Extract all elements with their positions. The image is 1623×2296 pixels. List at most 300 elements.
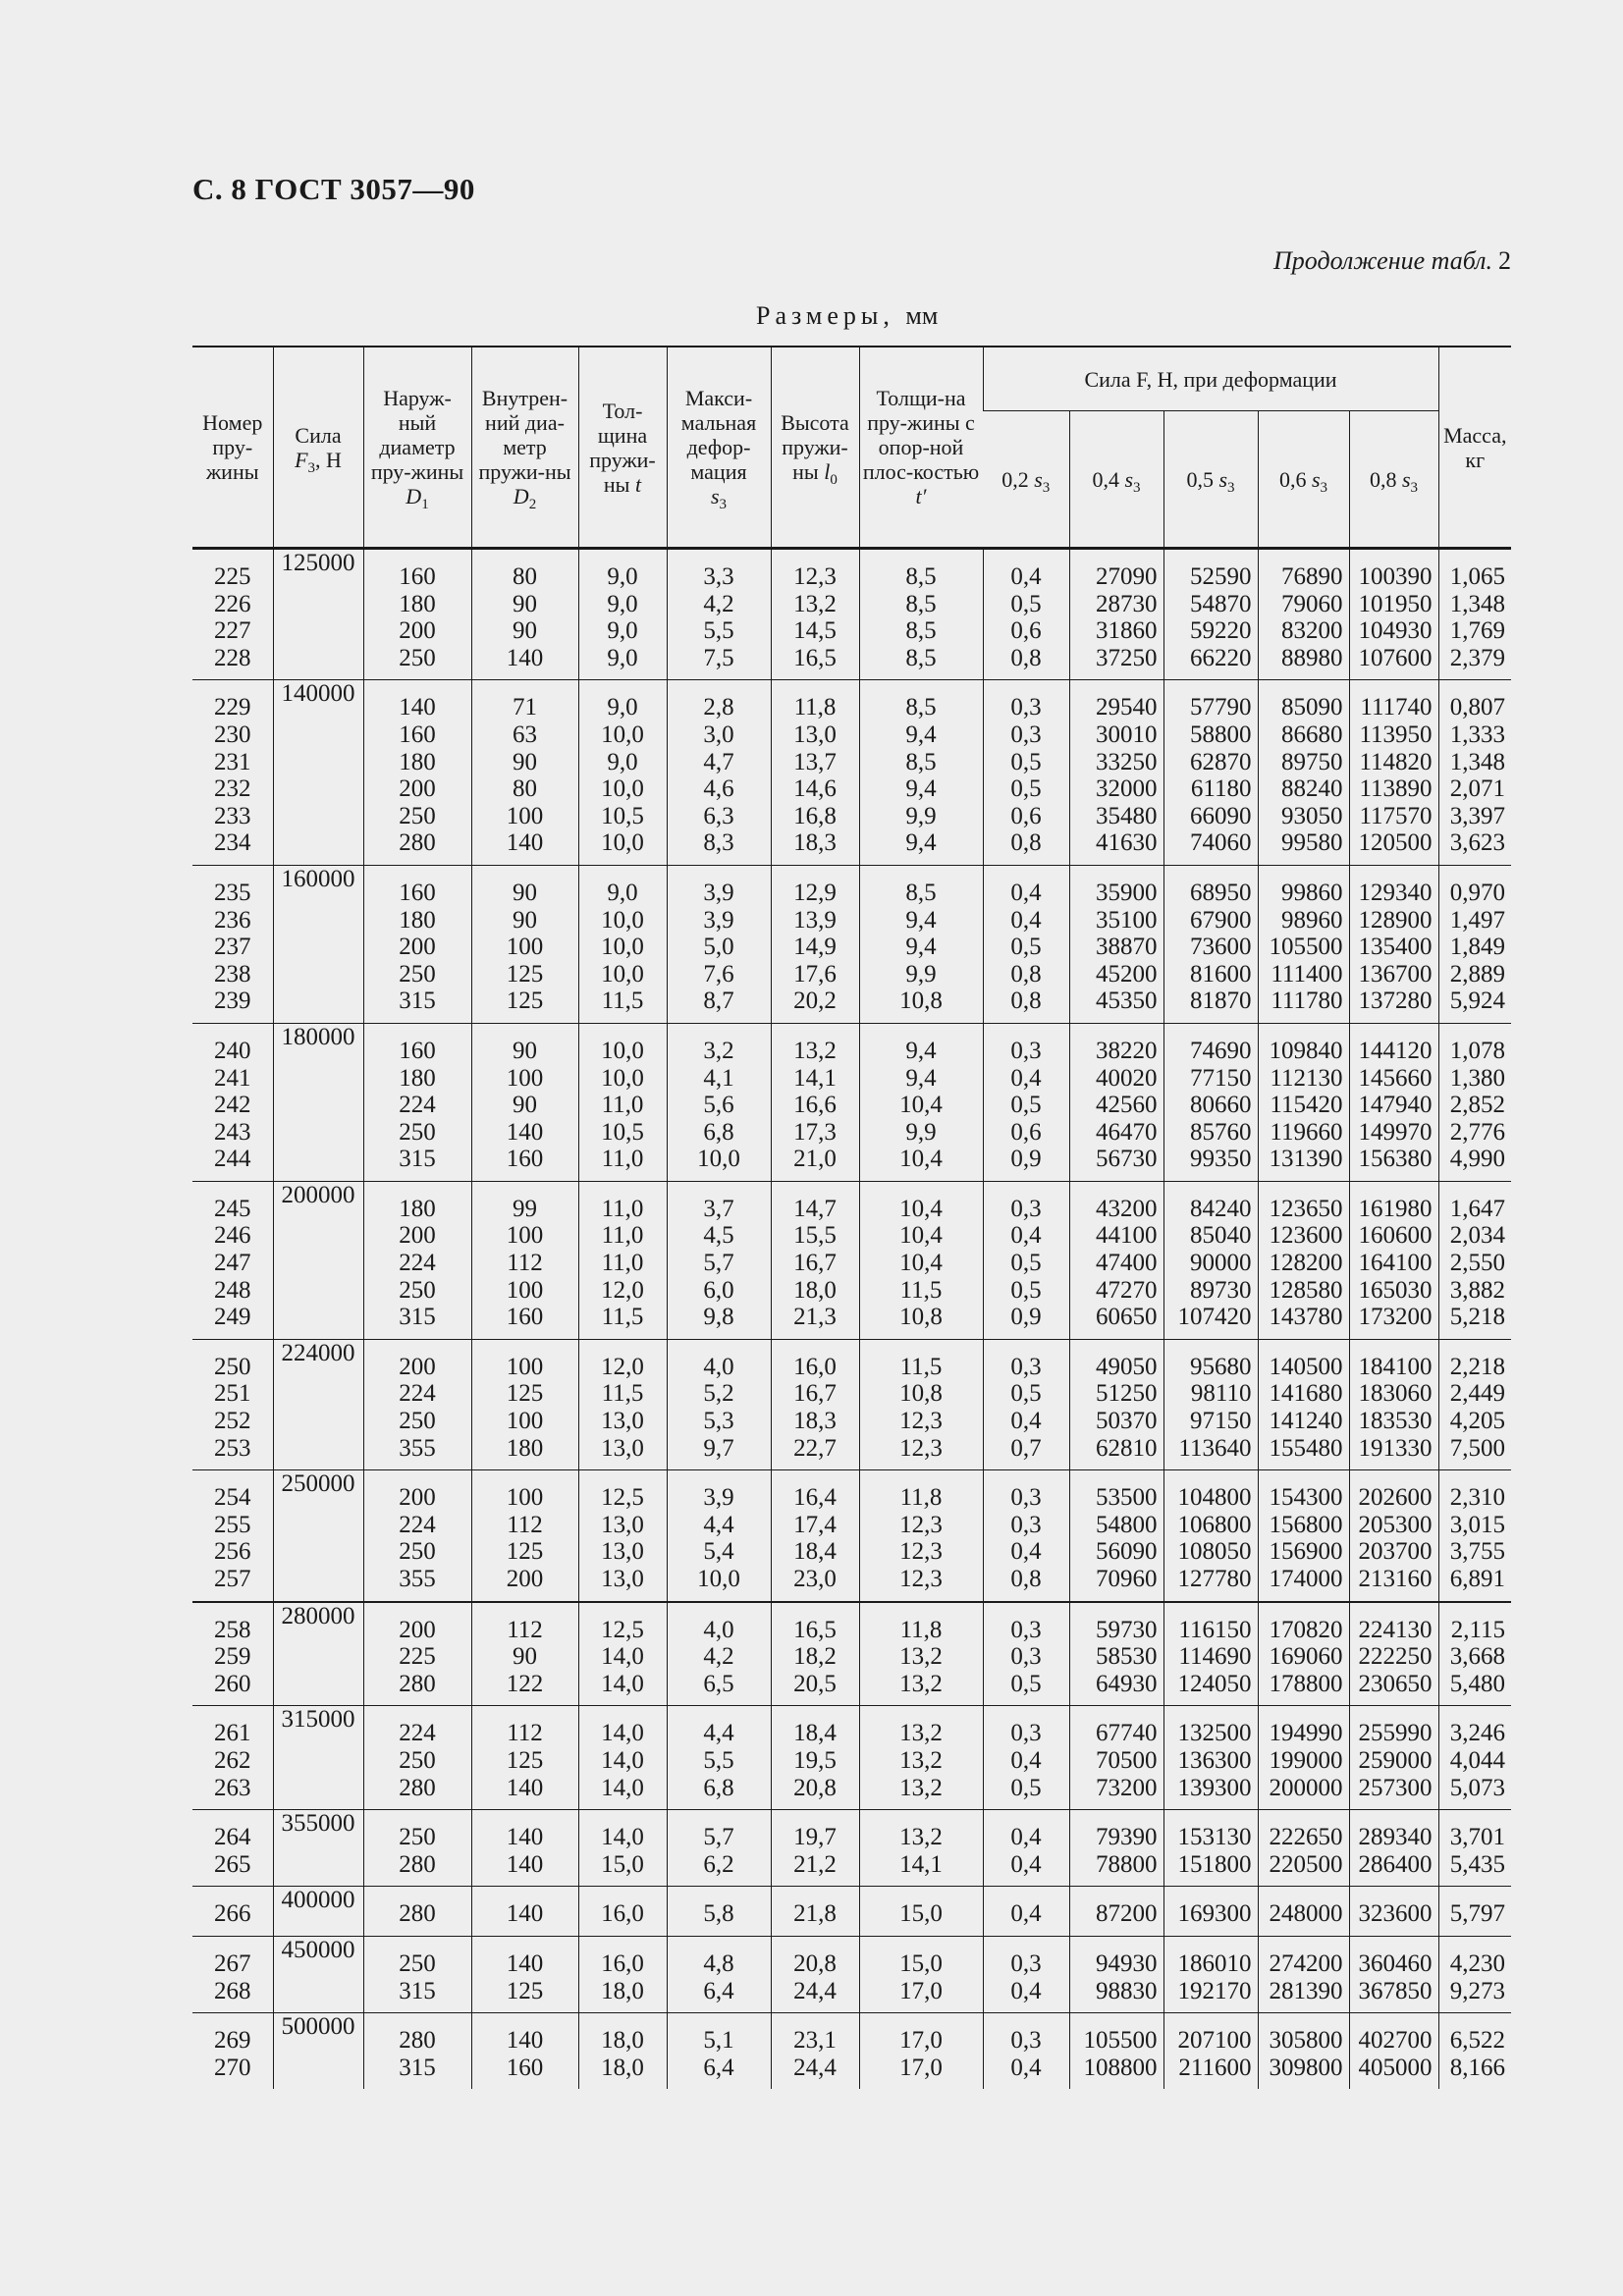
cell-value: 286400 bbox=[1358, 1850, 1433, 1878]
cell-value: 3,0 bbox=[703, 721, 734, 748]
cell-value: 132500 bbox=[1177, 1720, 1252, 1747]
cell-force-04 bbox=[1069, 1339, 1163, 1469]
cell-value: 140 bbox=[506, 1118, 544, 1146]
cell-force-02 bbox=[983, 1181, 1069, 1339]
cell-value: 125 bbox=[506, 1746, 544, 1774]
cell-value: 104930 bbox=[1358, 617, 1433, 645]
cell-value: 9,4 bbox=[905, 721, 937, 748]
cell-height bbox=[771, 1810, 859, 1887]
cell-mass bbox=[1438, 1602, 1511, 1706]
cell-value: 29540 bbox=[1096, 694, 1158, 721]
cell-height bbox=[771, 1181, 859, 1339]
cell-value: 10,4 bbox=[899, 1146, 943, 1173]
cell-value: 99 bbox=[513, 1195, 537, 1222]
cell-force-08 bbox=[1349, 1181, 1438, 1339]
cell-value: 11,5 bbox=[899, 1276, 943, 1304]
cell-value: 88980 bbox=[1281, 644, 1343, 671]
cell-value: 85040 bbox=[1190, 1222, 1252, 1250]
cell-value: 81870 bbox=[1190, 988, 1252, 1015]
cell-value: 57790 bbox=[1190, 694, 1252, 721]
cell-value: 200 bbox=[399, 775, 436, 803]
cell-value: 147940 bbox=[1358, 1092, 1433, 1119]
cell-value: 6,522 bbox=[1449, 2027, 1506, 2055]
cell-value: 243 bbox=[214, 1118, 251, 1146]
cell-value: 259000 bbox=[1358, 1746, 1433, 1774]
cell-value: 77150 bbox=[1190, 1064, 1252, 1092]
cell-value: 13,0 bbox=[601, 1511, 644, 1538]
cell-value: 20,8 bbox=[793, 1949, 837, 1977]
cell-value: 9,9 bbox=[905, 960, 937, 988]
cell-value: 8,5 bbox=[905, 879, 937, 906]
cell-value: 12,5 bbox=[601, 1484, 644, 1512]
cell-value: 235 bbox=[214, 879, 251, 906]
cell-value: 11,8 bbox=[899, 1484, 943, 1512]
cell-value: 64930 bbox=[1096, 1670, 1158, 1697]
cell-thickness bbox=[578, 1936, 667, 2012]
cell-value: 6,5 bbox=[703, 1670, 734, 1697]
table-row bbox=[192, 680, 1511, 866]
cell-value: 0,3 bbox=[1010, 1511, 1042, 1538]
cell-value: 8,5 bbox=[905, 748, 937, 775]
cell-value: 42560 bbox=[1096, 1092, 1158, 1119]
cell-value: 105500 bbox=[1083, 2027, 1158, 2055]
cell-value: 250 bbox=[399, 1408, 436, 1435]
cell-spring-number bbox=[192, 1181, 273, 1339]
cell-value: 9,0 bbox=[607, 644, 638, 671]
cell-inner-diameter bbox=[471, 1887, 578, 1937]
cell-value: 68950 bbox=[1190, 879, 1252, 906]
cell-value: 161980 bbox=[1358, 1195, 1433, 1222]
cell-value: 100 bbox=[506, 1064, 544, 1092]
cell-value: 0,8 bbox=[1010, 644, 1042, 671]
cell-value: 74690 bbox=[1190, 1037, 1252, 1064]
cell-mass bbox=[1438, 1470, 1511, 1602]
cell-value: 202600 bbox=[1358, 1484, 1433, 1512]
cell-value: 107600 bbox=[1358, 644, 1433, 671]
spring-table bbox=[192, 346, 1511, 2089]
cell-value: 281390 bbox=[1269, 1977, 1343, 2004]
cell-value: 35900 bbox=[1096, 879, 1158, 906]
cell-value: 160 bbox=[399, 563, 436, 590]
cell-value: 40020 bbox=[1096, 1064, 1158, 1092]
cell-force-06 bbox=[1258, 1936, 1349, 2012]
cell-mass bbox=[1438, 680, 1511, 866]
cell-value: 60650 bbox=[1096, 1304, 1158, 1331]
cell-force-f3: 315000 bbox=[273, 1706, 363, 1810]
continuation-text: Продолжение табл. bbox=[1273, 246, 1492, 275]
cell-value: 86680 bbox=[1281, 721, 1343, 748]
cell-value: 405000 bbox=[1358, 2054, 1433, 2081]
cell-height bbox=[771, 1887, 859, 1937]
cell-value: 18,2 bbox=[793, 1643, 837, 1671]
cell-value: 10,0 bbox=[697, 1146, 740, 1173]
cell-value: 200 bbox=[399, 1353, 436, 1380]
cell-value: 10,0 bbox=[601, 1037, 644, 1064]
cell-value: 8,5 bbox=[905, 644, 937, 671]
cell-thickness bbox=[578, 1887, 667, 1937]
cell-plane-thickness bbox=[859, 1181, 983, 1339]
cell-value: 5,073 bbox=[1449, 1774, 1506, 1801]
col-header-def-02: 0,2 $s_3$ bbox=[983, 411, 1069, 549]
cell-value: 178800 bbox=[1269, 1670, 1343, 1697]
cell-value: 155480 bbox=[1269, 1434, 1343, 1462]
cell-value: 100 bbox=[506, 934, 544, 961]
cell-thickness bbox=[578, 1023, 667, 1181]
cell-value: 3,2 bbox=[703, 1037, 734, 1064]
cell-thickness bbox=[578, 1339, 667, 1469]
cell-value: 17,0 bbox=[899, 2027, 943, 2055]
cell-value: 14,0 bbox=[601, 1824, 644, 1851]
cell-value: 18,0 bbox=[601, 1977, 644, 2004]
cell-value: 144120 bbox=[1358, 1037, 1433, 1064]
cell-value: 11,5 bbox=[601, 1380, 644, 1408]
cell-value: 224 bbox=[399, 1380, 436, 1408]
cell-value: 11,0 bbox=[601, 1092, 644, 1119]
cell-value: 10,8 bbox=[899, 1380, 943, 1408]
cell-value: 315 bbox=[399, 2054, 436, 2081]
cell-value: 9,4 bbox=[905, 906, 937, 934]
cell-value: 261 bbox=[214, 1720, 251, 1747]
cell-value: 3,9 bbox=[703, 906, 734, 934]
cell-force-02 bbox=[983, 1470, 1069, 1602]
cell-value: 4,7 bbox=[703, 748, 734, 775]
cell-value: 89730 bbox=[1190, 1276, 1252, 1304]
cell-value: 90000 bbox=[1190, 1250, 1252, 1277]
cell-value: 129340 bbox=[1358, 879, 1433, 906]
cell-value: 44100 bbox=[1096, 1222, 1158, 1250]
cell-value: 160 bbox=[399, 1037, 436, 1064]
cell-value: 0,4 bbox=[1010, 1977, 1042, 2004]
cell-value: 90 bbox=[513, 906, 537, 934]
cell-spring-number bbox=[192, 1887, 273, 1937]
cell-value: 1,078 bbox=[1449, 1037, 1506, 1064]
cell-value: 2,889 bbox=[1449, 960, 1506, 988]
cell-value: 5,4 bbox=[703, 1538, 734, 1566]
cell-value: 45350 bbox=[1096, 988, 1158, 1015]
cell-value: 15,0 bbox=[899, 1900, 943, 1928]
cell-value: 125 bbox=[506, 988, 544, 1015]
cell-max-deformation bbox=[667, 549, 771, 680]
cell-height bbox=[771, 680, 859, 866]
cell-value: 13,2 bbox=[793, 1037, 837, 1064]
cell-value: 8,5 bbox=[905, 694, 937, 721]
cell-value: 21,2 bbox=[793, 1850, 837, 1878]
cell-value: 2,034 bbox=[1449, 1222, 1506, 1250]
cell-value: 11,0 bbox=[601, 1222, 644, 1250]
cell-value: 12,3 bbox=[793, 563, 837, 590]
cell-force-04 bbox=[1069, 1023, 1163, 1181]
cell-value: 5,6 bbox=[703, 1092, 734, 1119]
cell-value: 14,1 bbox=[899, 1850, 943, 1878]
cell-value: 90 bbox=[513, 1092, 537, 1119]
cell-value: 21,0 bbox=[793, 1146, 837, 1173]
cell-value: 16,8 bbox=[793, 802, 837, 829]
cell-value: 20,8 bbox=[793, 1774, 837, 1801]
cell-value: 250 bbox=[399, 960, 436, 988]
cell-value: 0,4 bbox=[1010, 1824, 1042, 1851]
cell-mass bbox=[1438, 1339, 1511, 1469]
cell-value: 12,0 bbox=[601, 1353, 644, 1380]
cell-value: 254 bbox=[214, 1484, 251, 1512]
cell-value: 85090 bbox=[1281, 694, 1343, 721]
cell-value: 13,0 bbox=[601, 1566, 644, 1592]
cell-value: 3,9 bbox=[703, 1484, 734, 1512]
col-header-def-04: 0,4 $s_3$ bbox=[1069, 411, 1163, 549]
cell-thickness bbox=[578, 1810, 667, 1887]
cell-force-08 bbox=[1349, 1887, 1438, 1937]
cell-value: 160 bbox=[506, 2054, 544, 2081]
cell-value: 14,1 bbox=[793, 1064, 837, 1092]
cell-value: 12,3 bbox=[899, 1511, 943, 1538]
cell-value: 13,9 bbox=[793, 906, 837, 934]
cell-value: 128200 bbox=[1269, 1250, 1343, 1277]
cell-inner-diameter bbox=[471, 1470, 578, 1602]
cell-value: 113640 bbox=[1178, 1434, 1252, 1462]
col-header-number: Номер пру-жины bbox=[192, 347, 273, 549]
cell-mass bbox=[1438, 1936, 1511, 2012]
cell-value: 1,849 bbox=[1449, 934, 1506, 961]
cell-mass bbox=[1438, 865, 1511, 1023]
cell-value: 5,435 bbox=[1449, 1850, 1506, 1878]
cell-outer-diameter bbox=[363, 1023, 471, 1181]
cell-mass bbox=[1438, 1887, 1511, 1937]
cell-value: 47400 bbox=[1096, 1250, 1158, 1277]
cell-value: 228 bbox=[214, 644, 251, 671]
cell-value: 17,0 bbox=[899, 2054, 943, 2081]
cell-value: 4,990 bbox=[1449, 1146, 1506, 1173]
cell-value: 255 bbox=[214, 1511, 251, 1538]
cell-value: 89750 bbox=[1281, 748, 1343, 775]
cell-inner-diameter bbox=[471, 1810, 578, 1887]
cell-value: 33250 bbox=[1096, 748, 1158, 775]
cell-value: 2,776 bbox=[1449, 1118, 1506, 1146]
cell-value: 70500 bbox=[1096, 1746, 1158, 1774]
cell-value: 114820 bbox=[1359, 748, 1433, 775]
cell-value: 0,3 bbox=[1010, 1353, 1042, 1380]
cell-value: 267 bbox=[214, 1949, 251, 1977]
cell-value: 164100 bbox=[1358, 1250, 1433, 1277]
cell-value: 16,5 bbox=[793, 1616, 837, 1643]
cell-force-02 bbox=[983, 549, 1069, 680]
cell-force-08 bbox=[1349, 1470, 1438, 1602]
cell-value: 222250 bbox=[1358, 1643, 1433, 1671]
cell-inner-diameter bbox=[471, 2013, 578, 2090]
cell-value: 10,4 bbox=[899, 1092, 943, 1119]
cell-value: 229 bbox=[214, 694, 251, 721]
cell-spring-number bbox=[192, 1602, 273, 1706]
cell-value: 3,246 bbox=[1449, 1720, 1506, 1747]
cell-value: 260 bbox=[214, 1670, 251, 1697]
cell-max-deformation bbox=[667, 1810, 771, 1887]
cell-value: 21,8 bbox=[793, 1900, 837, 1928]
cell-value: 251 bbox=[214, 1380, 251, 1408]
cell-value: 289340 bbox=[1358, 1824, 1433, 1851]
cell-value: 180 bbox=[506, 1434, 544, 1462]
cell-value: 270 bbox=[214, 2054, 251, 2081]
cell-value: 15,5 bbox=[793, 1222, 837, 1250]
spring-table-body bbox=[192, 549, 1511, 2090]
cell-force-04 bbox=[1069, 1706, 1163, 1810]
cell-value: 257 bbox=[214, 1566, 251, 1592]
cell-value: 0,5 bbox=[1010, 1250, 1042, 1277]
cell-value: 355 bbox=[399, 1566, 436, 1592]
cell-force-06 bbox=[1258, 1339, 1349, 1469]
cell-force-f3: 250000 bbox=[273, 1470, 363, 1602]
cell-value: 224 bbox=[399, 1250, 436, 1277]
cell-outer-diameter bbox=[363, 2013, 471, 2090]
cell-value: 0,3 bbox=[1010, 1720, 1042, 1747]
cell-value: 139300 bbox=[1177, 1774, 1252, 1801]
cell-value: 0,3 bbox=[1010, 694, 1042, 721]
cell-value: 246 bbox=[214, 1222, 251, 1250]
cell-force-05 bbox=[1163, 1706, 1258, 1810]
cell-value: 156900 bbox=[1269, 1538, 1343, 1566]
cell-value: 180 bbox=[399, 1064, 436, 1092]
cell-value: 165030 bbox=[1358, 1276, 1433, 1304]
cell-value: 16,5 bbox=[793, 644, 837, 671]
cell-value: 220500 bbox=[1269, 1850, 1343, 1878]
cell-value: 9,4 bbox=[905, 775, 937, 803]
cell-value: 97150 bbox=[1190, 1408, 1252, 1435]
cell-value: 100 bbox=[506, 1353, 544, 1380]
cell-value: 62870 bbox=[1190, 748, 1252, 775]
col-header-def-06: 0,6 $s_3$ bbox=[1258, 411, 1349, 549]
cell-value: 136300 bbox=[1177, 1746, 1252, 1774]
cell-value: 125 bbox=[506, 960, 544, 988]
cell-value: 0,6 bbox=[1010, 1118, 1042, 1146]
cell-value: 11,0 bbox=[601, 1195, 644, 1222]
cell-value: 5,924 bbox=[1449, 988, 1506, 1015]
cell-outer-diameter bbox=[363, 1181, 471, 1339]
cell-value: 3,701 bbox=[1449, 1824, 1506, 1851]
cell-force-08 bbox=[1349, 865, 1438, 1023]
units-label: Размеры, bbox=[756, 301, 894, 330]
cell-value: 5,480 bbox=[1449, 1670, 1506, 1697]
cell-spring-number bbox=[192, 1023, 273, 1181]
cell-force-04 bbox=[1069, 2013, 1163, 2090]
cell-value: 131390 bbox=[1269, 1146, 1343, 1173]
cell-value: 12,9 bbox=[793, 879, 837, 906]
cell-thickness bbox=[578, 2013, 667, 2090]
cell-force-05 bbox=[1163, 1936, 1258, 2012]
cell-inner-diameter bbox=[471, 549, 578, 680]
cell-value: 140500 bbox=[1269, 1353, 1343, 1380]
cell-value: 5,0 bbox=[703, 934, 734, 961]
cell-value: 116150 bbox=[1178, 1616, 1252, 1643]
cell-mass bbox=[1438, 1810, 1511, 1887]
cell-force-04 bbox=[1069, 1470, 1163, 1602]
cell-value: 0,6 bbox=[1010, 617, 1042, 645]
cell-value: 117570 bbox=[1359, 802, 1433, 829]
cell-outer-diameter bbox=[363, 1936, 471, 2012]
cell-value: 2,8 bbox=[703, 694, 734, 721]
table-row bbox=[192, 1706, 1511, 1810]
cell-value: 140 bbox=[506, 1824, 544, 1851]
cell-value: 14,9 bbox=[793, 934, 837, 961]
cell-force-02 bbox=[983, 1602, 1069, 1706]
table-row bbox=[192, 865, 1511, 1023]
cell-value: 143780 bbox=[1269, 1304, 1343, 1331]
cell-value: 13,0 bbox=[601, 1538, 644, 1566]
cell-value: 4,1 bbox=[703, 1064, 734, 1092]
cell-value: 0,4 bbox=[1010, 1064, 1042, 1092]
cell-value: 14,0 bbox=[601, 1670, 644, 1697]
cell-value: 10,4 bbox=[899, 1222, 943, 1250]
cell-value: 280 bbox=[399, 1850, 436, 1878]
cell-value: 280 bbox=[399, 2027, 436, 2055]
cell-value: 180 bbox=[399, 590, 436, 617]
cell-value: 23,0 bbox=[793, 1566, 837, 1592]
cell-value: 0,4 bbox=[1010, 563, 1042, 590]
cell-value: 50370 bbox=[1096, 1408, 1158, 1435]
cell-height bbox=[771, 2013, 859, 2090]
cell-value: 280 bbox=[399, 829, 436, 857]
cell-value: 280 bbox=[399, 1670, 436, 1697]
cell-value: 5,218 bbox=[1449, 1304, 1506, 1331]
cell-value: 46470 bbox=[1096, 1118, 1158, 1146]
cell-value: 9,0 bbox=[607, 748, 638, 775]
col-header-def-08: 0,8 $s_3$ bbox=[1349, 411, 1438, 549]
cell-inner-diameter bbox=[471, 1602, 578, 1706]
col-header-thickness: Тол-щина пружи-ны t bbox=[578, 347, 667, 549]
cell-value: 9,8 bbox=[703, 1304, 734, 1331]
cell-force-08 bbox=[1349, 549, 1438, 680]
cell-value: 10,4 bbox=[899, 1195, 943, 1222]
cell-value: 106800 bbox=[1177, 1511, 1252, 1538]
cell-value: 5,5 bbox=[703, 617, 734, 645]
cell-value: 355 bbox=[399, 1434, 436, 1462]
cell-force-08 bbox=[1349, 1602, 1438, 1706]
cell-value: 98830 bbox=[1096, 1977, 1158, 2004]
cell-value: 7,6 bbox=[703, 960, 734, 988]
cell-inner-diameter bbox=[471, 1181, 578, 1339]
cell-force-f3: 450000 bbox=[273, 1936, 363, 2012]
cell-value: 109840 bbox=[1269, 1037, 1343, 1064]
cell-plane-thickness bbox=[859, 1887, 983, 1937]
cell-value: 4,044 bbox=[1449, 1746, 1506, 1774]
cell-value: 94930 bbox=[1096, 1949, 1158, 1977]
cell-value: 0,4 bbox=[1010, 879, 1042, 906]
cell-spring-number bbox=[192, 1470, 273, 1602]
table-row bbox=[192, 2013, 1511, 2090]
cell-value: 140 bbox=[506, 1900, 544, 1928]
cell-force-06 bbox=[1258, 1602, 1349, 1706]
cell-value: 180 bbox=[399, 1195, 436, 1222]
col-header-def-05: 0,5 $s_3$ bbox=[1163, 411, 1258, 549]
cell-value: 54800 bbox=[1096, 1511, 1158, 1538]
cell-value: 239 bbox=[214, 988, 251, 1015]
cell-value: 56730 bbox=[1096, 1146, 1158, 1173]
cell-plane-thickness bbox=[859, 1810, 983, 1887]
cell-value: 11,8 bbox=[793, 694, 837, 721]
cell-value: 112130 bbox=[1270, 1064, 1343, 1092]
cell-value: 269 bbox=[214, 2027, 251, 2055]
cell-force-05 bbox=[1163, 1181, 1258, 1339]
cell-value: 232 bbox=[214, 775, 251, 803]
cell-value: 111400 bbox=[1271, 960, 1343, 988]
cell-value: 247 bbox=[214, 1250, 251, 1277]
cell-value: 0,7 bbox=[1010, 1434, 1042, 1462]
cell-value: 200 bbox=[399, 1222, 436, 1250]
cell-value: 250 bbox=[399, 1118, 436, 1146]
cell-value: 87200 bbox=[1096, 1900, 1158, 1928]
cell-value: 37250 bbox=[1096, 644, 1158, 671]
cell-max-deformation bbox=[667, 680, 771, 866]
cell-value: 160 bbox=[506, 1304, 544, 1331]
cell-value: 5,7 bbox=[703, 1824, 734, 1851]
cell-value: 253 bbox=[214, 1434, 251, 1462]
cell-value: 8,5 bbox=[905, 617, 937, 645]
